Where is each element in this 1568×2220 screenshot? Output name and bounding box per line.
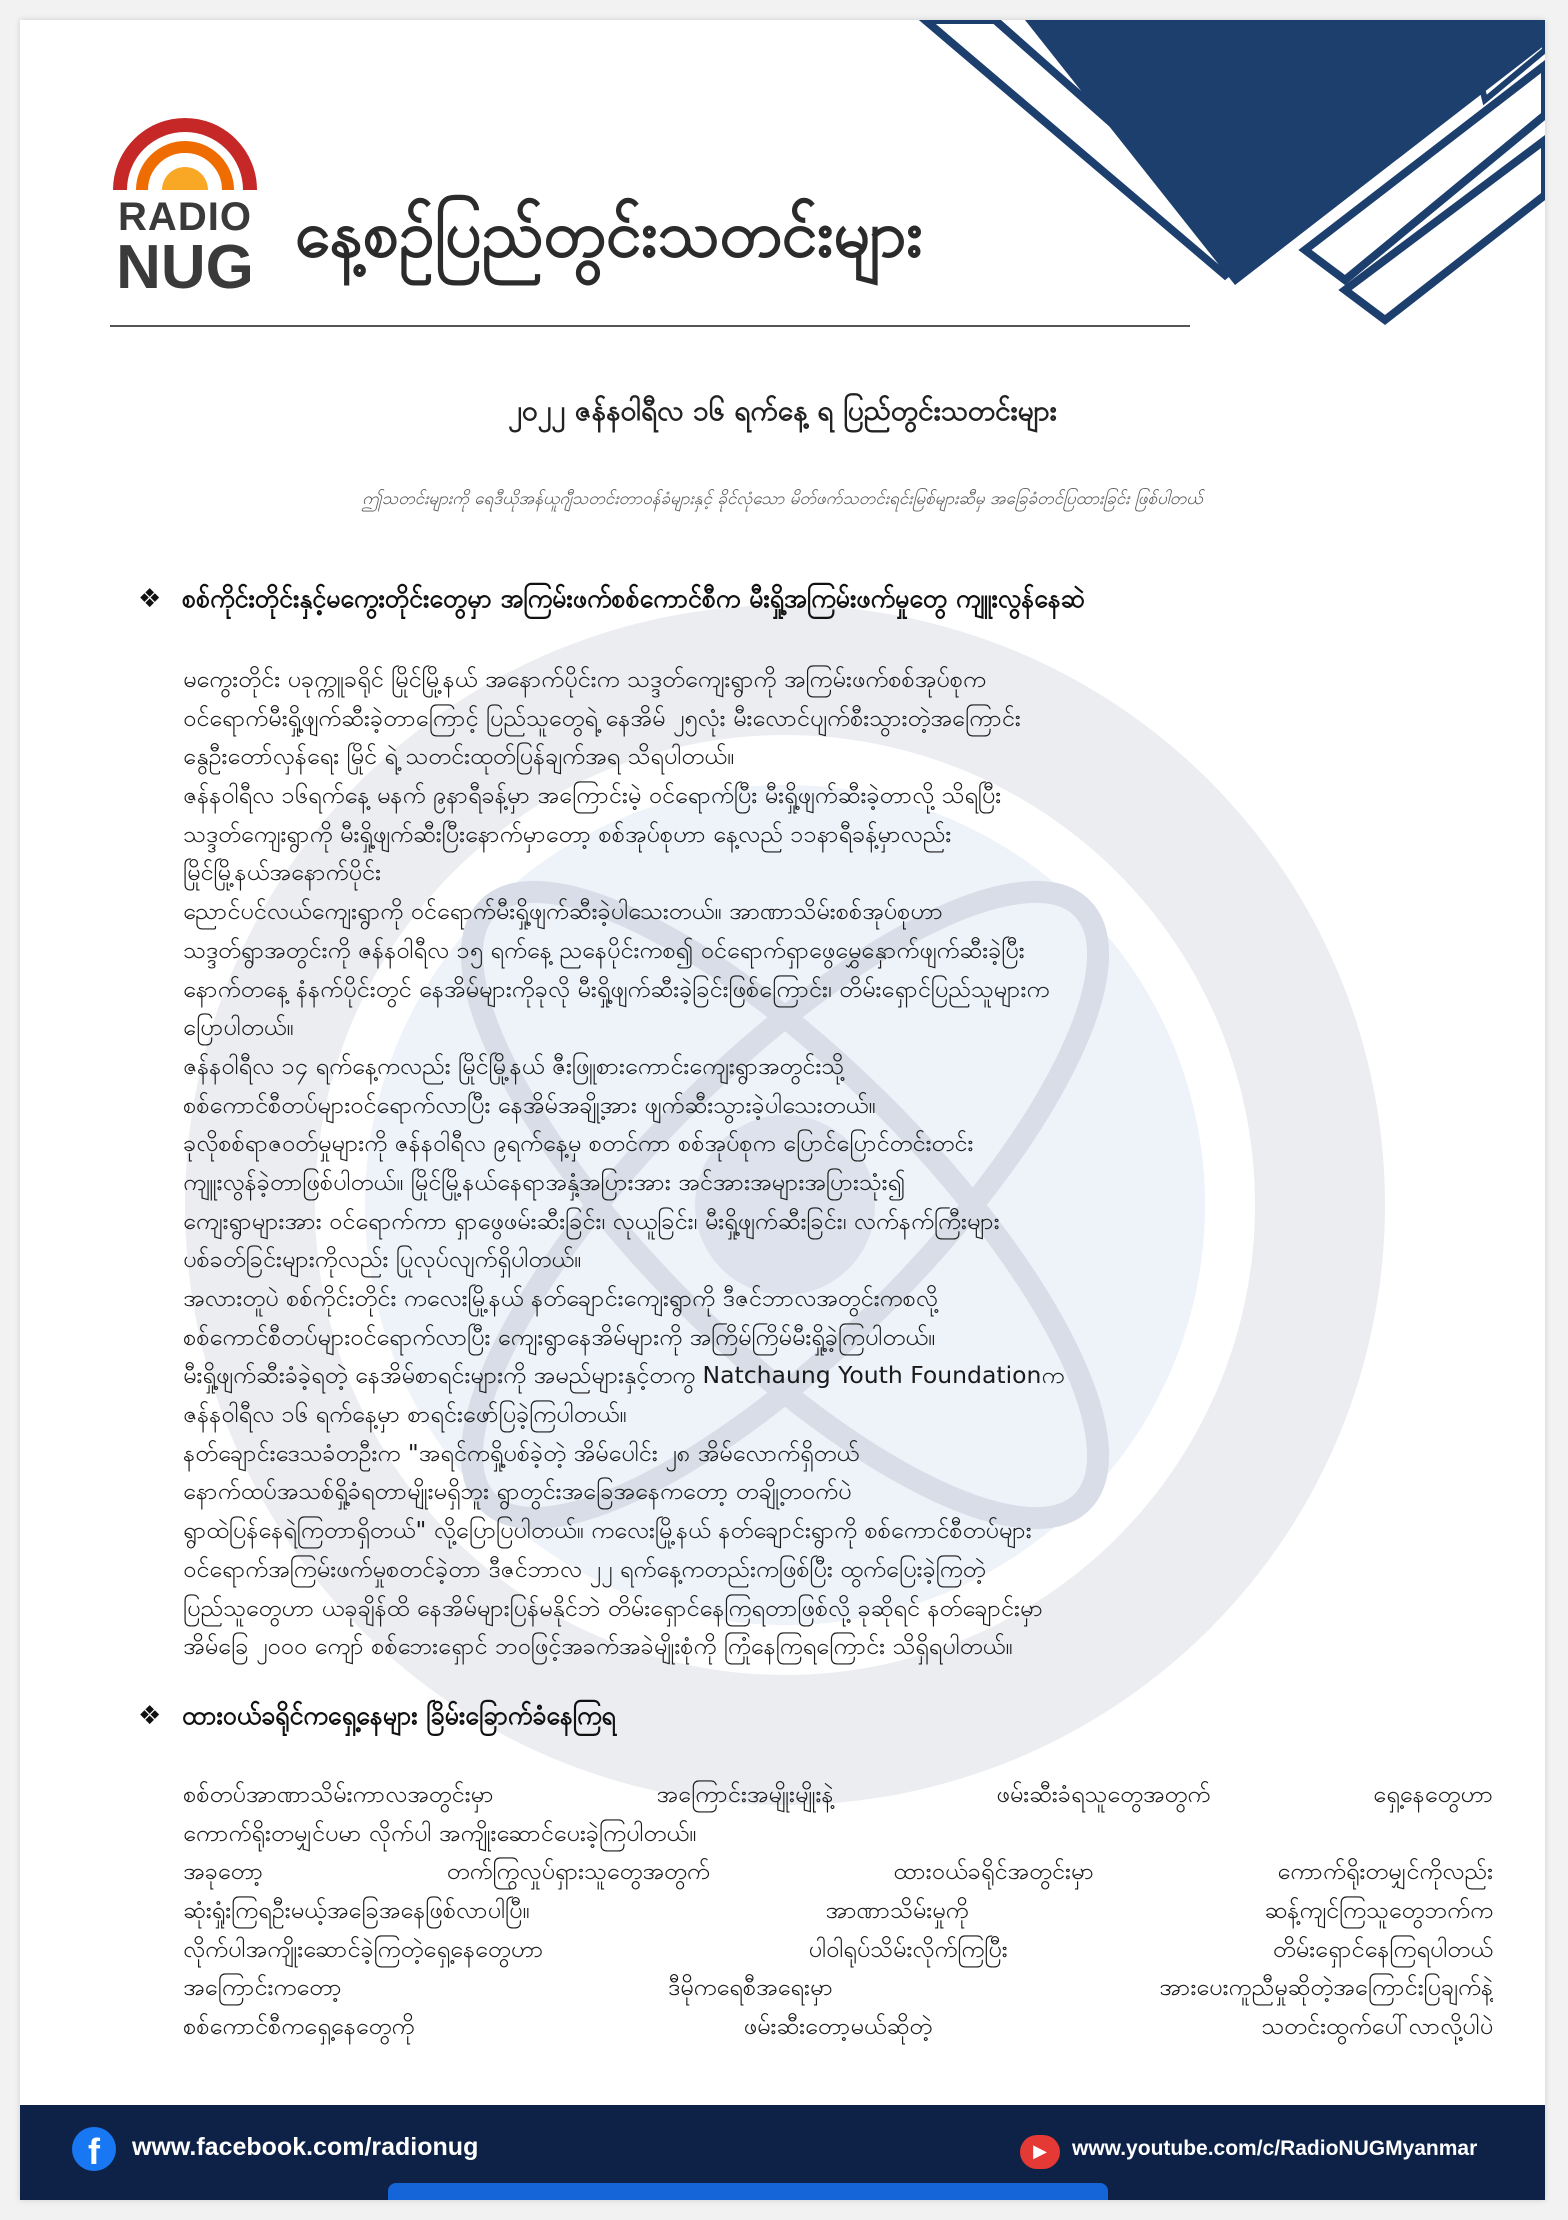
body-line: ဝင်ရောက်အကြမ်းဖက်မှုစတင်ခဲ့တာ ဒီဇင်ဘာလ ၂၂ ရက်နေ့ကတည်းကဖြစ်ပြီး ထွက်ပြေးခဲ့ကြတဲ့ xyxy=(183,1554,986,1583)
body-line: စစ်တပ်အာဏာသိမ်းကာလအတွင်းမှာ အကြောင်းအမျိုးမျိုးနဲ့ ဖမ်းဆီးခံရသူတွေအတွက် ရှေ့နေတွေဟာ xyxy=(183,1780,1493,1808)
section-heading-1 xyxy=(138,583,1085,620)
footer-accent-bar xyxy=(388,2183,1108,2200)
youtube-link[interactable]: www.youtube.com/c/RadioNUGMyanmar xyxy=(1072,2137,1478,2160)
facebook-icon[interactable]: f xyxy=(72,2127,116,2171)
body-line: မကွေးတိုင်း ပခုက္ကူခရိုင် မြိုင်မြို့နယ် အနောက်ပိုင်းက သဒ္ဒတ်ကျေးရွာကို အကြမ်းဖက်စစ်အုပ်စုက xyxy=(183,665,986,693)
body-line: ပြည်သူတွေဟာ ယခုချိန်ထိ နေအိမ်များပြန်မနိုင်ဘဲ တိမ်းရှောင်နေကြရတာဖြစ်လို့ ခုဆိုရင် နတ်ချောင်းမှာ xyxy=(183,1593,1043,1622)
logo-nug-text: NUG xyxy=(116,233,254,302)
body-line: နောက်ထပ်အသစ်ရှို့ခံရတာမျိုးမရှိဘူး ရွာတွင်းအခြေအနေကတော့ တချို့တဝက်ပဲ xyxy=(183,1477,852,1506)
section-heading-text: စစ်ကိုင်းတိုင်းနှင့်မကွေးတိုင်းတွေမှာ အကြမ်းဖက်စစ်ကောင်စီက မီးရှို့အကြမ်းဖက်မှုတွေ ကျူးလွန်နေဆဲ xyxy=(182,584,1085,613)
body-line: မီးရှို့ဖျက်ဆီးခံခဲ့ရတဲ့ နေအိမ်စာရင်းများကို အမည်များနှင့်တကွ Natchaung Youth Foundationက xyxy=(183,1361,1065,1390)
date-title: ၂၀၂၂ ဇန်နဝါရီလ ၁၆ ရက်နေ့ ရ ပြည်တွင်းသတင်းများ xyxy=(508,394,1057,427)
body-line: စစ်ကောင်စီကရှေ့နေတွေကို ဖမ်းဆီးတော့မယ်ဆိုတဲ့ သတင်းထွက်ပေါ်လာလို့ပါပဲ xyxy=(183,2012,1493,2041)
body-line: ညောင်ပင်လယ်ကျေးရွာကို ဝင်ရောက်မီးရှို့ဖျက်ဆီးခဲ့ပါသေးတယ်။ အာဏာသိမ်းစစ်အုပ်စုဟာ xyxy=(183,897,943,926)
diamond-bullet-icon: ❖ xyxy=(138,584,162,614)
section-body-2 xyxy=(183,1775,1493,2046)
body-line: ခုလိုစစ်ရာဇဝတ်မှုများကို ဇန်နဝါရီလ ၉ရက်နေ့မှ စတင်ကာ စစ်အုပ်စုက ပြောင်ပြောင်တင်းတင်း xyxy=(183,1129,974,1158)
body-line: အလားတူပဲ စစ်ကိုင်းတိုင်း ကလေးမြို့နယ် နတ်ချောင်းကျေးရွာကို ဒီဇင်ဘာလအတွင်းကစလို့ xyxy=(183,1284,938,1312)
document-page xyxy=(20,20,1545,2200)
body-line: နွေဦးတော်လှန်ရေး မြိုင် ရဲ့ သတင်းထုတ်ပြန်ချက်အရ သိရပါတယ်။ xyxy=(183,742,735,771)
body-line: နောက်တနေ့ နံနက်ပိုင်းတွင် နေအိမ်များကိုခုလို မီးရှို့ဖျက်ဆီးခဲ့ခြင်းဖြစ်ကြောင်း၊ တိမ်းရှောင်ပြည်သူများက xyxy=(183,974,1050,1003)
body-line: ဇန်နဝါရီလ ၁၄ ရက်နေ့ကလည်း မြိုင်မြို့နယ် ဇီးဖြူစားကောင်းကျေးရွာအတွင်းသို့ xyxy=(183,1051,845,1080)
body-line: ကျူးလွန်ခဲ့တာဖြစ်ပါတယ်။ မြိုင်မြို့နယ်နေရာအနှံ့အပြားအား အင်အားအများအပြားသုံး၍ xyxy=(183,1167,906,1196)
body-line: ဝင်ရောက်မီးရှို့ဖျက်ဆီးခဲ့တာကြောင့် ပြည်သူတွေရဲ့ နေအိမ် ၂၅လုံး မီးလောင်ပျက်စီးသွားတဲ့အကြောင်း xyxy=(183,703,1021,732)
radio-nug-logo xyxy=(110,115,260,305)
facebook-link[interactable]: www.facebook.com/radionug xyxy=(132,2133,479,2161)
footer-bar xyxy=(20,2105,1545,2200)
body-line: ပစ်ခတ်ခြင်းများကိုလည်း ပြုလုပ်လျက်ရှိပါတယ်။ xyxy=(183,1245,582,1274)
page-title: နေ့စဉ်ပြည်တွင်းသတင်းများ xyxy=(295,198,923,272)
body-line: အိမ်ခြေ ၂၀၀၀ ကျော် စစ်ဘေးရှောင် ဘဝဖြင့်အခက်အခဲမျိုးစုံကို ကြုံနေကြရကြောင်း သိရှိရပါတယ်။ xyxy=(183,1632,1013,1661)
body-line: အကြောင်းကတော့ ဒီမိုကရေစီအရေးမှာ အားပေးကူညီမှုဆိုတဲ့အကြောင်းပြချက်နဲ့ xyxy=(183,1973,1493,2002)
logo-arcs-icon xyxy=(110,115,260,195)
body-line: သဒ္ဒတ်ကျေးရွာကို မီးရှို့ဖျက်ဆီးပြီးနောက်မှာတော့ စစ်အုပ်စုဟာ နေ့လည် ၁၁နာရီခန့်မှာလည်း xyxy=(183,819,952,848)
header-decoration xyxy=(825,20,1545,350)
body-line: နတ်ချောင်းဒေသခံတဦးက "အရင်ကရှို့ပစ်ခဲ့တဲ့ အိမ်ပေါင်း ၂၈ အိမ်လောက်ရှိတယ် xyxy=(183,1438,860,1467)
body-line: စစ်ကောင်စီတပ်များဝင်ရောက်လာပြီး နေအိမ်အချို့အား ဖျက်ဆီးသွားခဲ့ပါသေးတယ်။ xyxy=(183,1090,876,1119)
diamond-bullet-icon: ❖ xyxy=(138,1701,162,1731)
youtube-icon[interactable]: ▶ xyxy=(1020,2135,1060,2169)
body-line: လိုက်ပါအကျိုးဆောင်ခဲ့ကြတဲ့ရှေ့နေတွေဟာ ပါဝါရုပ်သိမ်းလိုက်ကြပြီး တိမ်းရှောင်နေကြရပါတယ် xyxy=(183,1934,1493,1963)
section-body-1 xyxy=(183,660,1493,1666)
body-line: ဆုံးရှုံးကြရဦးမယ့်အခြေအနေဖြစ်လာပါပြီ။ အာဏာသိမ်းမှုကို ဆန့်ကျင်ကြသူတွေဘက်က xyxy=(183,1896,1493,1925)
body-line: ဇန်နဝါရီလ ၁၆ ရက်နေ့မှာ စာရင်းဖော်ပြခဲ့ကြပါတယ်။ xyxy=(183,1400,627,1429)
body-line: ပြောပါတယ်။ xyxy=(183,1013,294,1042)
body-line: ဇန်နဝါရီလ ၁၆ရက်နေ့ မနက် ၉နာရီခန့်မှာ အကြောင်းမဲ့ ဝင်ရောက်ပြီး မီးရှို့ဖျက်ဆီးခဲ့တာလို့ သိရပြီး xyxy=(183,781,1002,810)
section-heading-2 xyxy=(138,1700,616,1737)
section-heading-text: ထားဝယ်ခရိုင်ကရှေ့နေများ ခြိမ်းခြောက်ခံနေကြရ xyxy=(182,1701,616,1730)
header-divider xyxy=(110,325,1190,327)
body-line: သဒ္ဒတ်ရွာအတွင်းကို ဇန်နဝါရီလ ၁၅ ရက်နေ့ ညနေပိုင်းကစ၍ ဝင်ရောက်ရှာဖွေမွှေနှောက်ဖျက်ဆီးခဲ့ပြီး xyxy=(183,935,1025,964)
body-line: ရွာထဲပြန်နေရဲကြတာရှိတယ်" လို့ပြောပြပါတယ်။ ကလေးမြို့နယ် နတ်ချောင်းရွာကို စစ်ကောင်စီတပ်များ xyxy=(183,1516,1032,1545)
body-line: စစ်ကောင်စီတပ်များဝင်ရောက်လာပြီး ကျေးရွာနေအိမ်များကို အကြိမ်ကြိမ်မီးရှို့ခဲ့ကြပါတယ်။ xyxy=(183,1322,936,1351)
body-line: ကျေးရွာများအား ဝင်ရောက်ကာ ရှာဖွေဖမ်းဆီးခြင်း၊ လုယူခြင်း၊ မီးရှို့ဖျက်ဆီးခြင်း၊ လက်နက်ကြီးများ xyxy=(183,1206,1000,1235)
logo-radio-text: RADIO xyxy=(118,195,252,239)
body-line: အခုတော့ တက်ကြွလှုပ်ရှားသူတွေအတွက် ထားဝယ်ခရိုင်အတွင်းမှာ ကောက်ရိုးတမျှင်ကိုလည်း xyxy=(183,1857,1493,1886)
body-line: မြိုင်မြို့နယ်အနောက်ပိုင်း xyxy=(183,858,381,887)
disclaimer: ဤသတင်းများကို ရေဒီယိုအန်ယူဂျီသတင်းတာဝန်ခံများနှင့် ခိုင်လုံသော မိတ်ဖက်သတင်းရင်းမြစ်များဆီမှ အခြေခံတင်ပြထားခြင်း ဖြစ်ပါတယ် xyxy=(362,489,1203,509)
body-line: ကောက်ရိုးတမျှင်ပမာ လိုက်ပါ အကျိုးဆောင်ပေးခဲ့ကြပါတယ်။ xyxy=(183,1818,697,1847)
